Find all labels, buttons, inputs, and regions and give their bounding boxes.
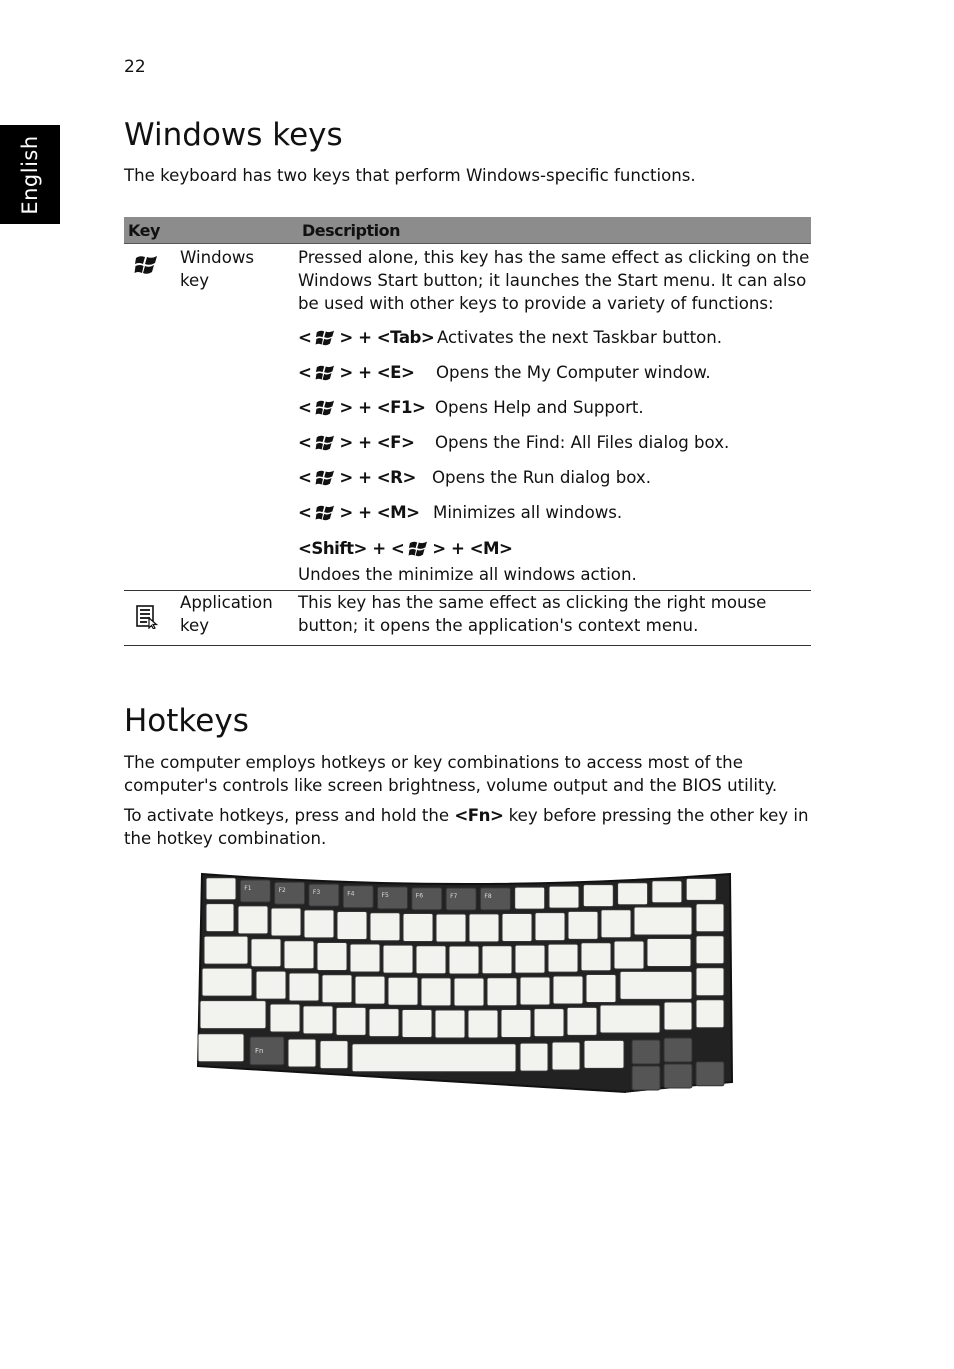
function-key-label: F6 (415, 892, 424, 900)
keyboard-key (696, 968, 724, 996)
keyboard-key (271, 908, 301, 936)
function-key-label: F7 (450, 892, 458, 900)
keyboard-key (206, 878, 236, 900)
function-key-label: F1 (244, 885, 252, 893)
table-row-application-key (124, 591, 811, 646)
keyboard-key (696, 936, 724, 964)
keyboard-key (322, 975, 352, 1003)
keyboard-key (620, 971, 692, 999)
windows-logo-icon (315, 364, 335, 382)
application-key-name-line2: key (180, 616, 210, 635)
keyboard-key (370, 913, 400, 941)
keyboard-key (256, 971, 286, 999)
language-side-tab (0, 125, 60, 224)
application-key-name-line1: Application (180, 593, 273, 612)
side-tab-label: English (18, 134, 42, 215)
keyboard-key (304, 910, 334, 938)
keyboard-key (388, 977, 418, 1005)
keyboard-key (515, 887, 545, 909)
application-menu-icon (136, 605, 158, 635)
space-bar (352, 1044, 516, 1072)
fn-key-label: <Fn> (454, 806, 504, 825)
keyboard-key (403, 914, 433, 942)
keyboard-key (614, 941, 644, 969)
keyboard-key (449, 946, 479, 974)
keyboard-key (200, 1001, 266, 1029)
keyboard-key (553, 976, 583, 1004)
keyboard-key (568, 911, 598, 939)
keyboard-key (416, 946, 446, 974)
windows-logo-icon (315, 399, 335, 417)
keyboard-key (482, 946, 512, 974)
keyboard-key (515, 945, 545, 973)
arrow-key (632, 1040, 660, 1064)
keyboard-key (454, 978, 484, 1006)
keyboard-key (647, 939, 691, 967)
combo-row: < > + <E> Opens the My Computer window. (298, 363, 711, 382)
keyboard-key (350, 944, 380, 972)
function-key-label: F3 (312, 889, 321, 897)
windows-keys-table (124, 217, 811, 646)
keyboard-key (337, 911, 367, 939)
keyboard-key (198, 1034, 244, 1062)
fn-key-text: Fn (255, 1046, 264, 1055)
table-header-description: Description (298, 217, 811, 244)
keyboard-key (696, 904, 724, 932)
table-header-key: Key (124, 217, 298, 244)
windows-logo-icon (315, 329, 335, 347)
keyboard-key (652, 881, 682, 903)
windows-keys-intro: The keyboard has two keys that perform Windows-specific functions. (124, 166, 696, 185)
keyboard-key (355, 976, 385, 1004)
combo-row: < > + <M> Minimizes all windows. (298, 503, 623, 522)
arrow-key (632, 1066, 660, 1090)
application-key-description: This key has the same effect as clicking the right mouse button; it opens the application's context menu. (298, 593, 767, 635)
windows-keys-heading: Windows keys (124, 117, 343, 153)
keyboard-key (586, 974, 616, 1002)
keyboard-key (696, 1000, 724, 1028)
combo-row: < > + <R> Opens the Run dialog box. (298, 468, 651, 487)
windows-key-description: Pressed alone, this key has the same effect as clicking on the Windows Start button; it launches the Start menu. It can also be used with other keys to provide a variety of functions: (298, 248, 810, 313)
keyboard-key (534, 1009, 564, 1037)
keyboard-key (548, 944, 578, 972)
keyboard-key (206, 904, 234, 932)
page-number: 22 (124, 57, 146, 77)
hotkeys-heading: Hotkeys (124, 703, 249, 739)
keyboard-key (288, 1039, 316, 1067)
combo-row: < > + <Tab> Activates the next Taskbar button. (298, 328, 723, 347)
windows-key-name-line2: key (180, 271, 210, 290)
keyboard-key (383, 945, 413, 973)
keyboard-key (270, 1004, 300, 1032)
function-key-label: F2 (278, 887, 286, 895)
keyboard-key (289, 973, 319, 1001)
keyboard-key (501, 1009, 531, 1037)
keyboard-key (436, 914, 466, 942)
windows-logo-icon (315, 434, 335, 452)
windows-logo-icon (315, 504, 335, 522)
keyboard-key (336, 1007, 366, 1035)
combo-row: < > + <F> Opens the Find: All Files dialog box. (298, 433, 730, 452)
keyboard-key (303, 1006, 333, 1034)
shift-combo: <Shift> + < > + <M> (298, 539, 513, 558)
keyboard-key (600, 1005, 660, 1033)
keyboard-key (502, 913, 532, 941)
windows-logo-icon (315, 469, 335, 487)
keyboard-key (520, 1043, 548, 1071)
keyboard-key (369, 1009, 399, 1037)
keyboard-key (204, 936, 248, 964)
arrow-key (664, 1038, 692, 1062)
combo-row: < > + <F1> Opens Help and Support. (298, 398, 644, 417)
hotkeys-para1: The computer employs hotkeys or key combinations to access most of the computer's controls like screen brightness, volume output and the BIOS utility. (124, 753, 778, 795)
keyboard-key (284, 941, 314, 969)
shift-combo-description: Undoes the minimize all windows action. (298, 565, 637, 584)
windows-logo-icon (134, 254, 158, 282)
keyboard-key (468, 1010, 498, 1038)
keyboard-key (634, 907, 692, 935)
keyboard-key (435, 1010, 465, 1038)
keyboard-key (202, 968, 252, 996)
keyboard-key (320, 1041, 348, 1069)
keyboard-key (317, 943, 347, 971)
keyboard-key (686, 878, 716, 900)
keyboard-key (251, 939, 281, 967)
keyboard-key (549, 886, 579, 908)
hotkeys-para2: To activate hotkeys, press and hold the <Fn> key before pressing the other key in the hotkey combination. (124, 806, 809, 848)
keyboard-key (402, 1010, 432, 1038)
function-key-label: F8 (484, 892, 492, 900)
keyboard-illustration (196, 868, 736, 1100)
windows-logo-icon (408, 540, 428, 558)
keyboard-key (567, 1007, 597, 1035)
keyboard-key (601, 910, 631, 938)
table-row-windows-key (124, 244, 811, 591)
keyboard-key (469, 914, 499, 942)
keyboard-key (664, 1002, 692, 1030)
keyboard-key (618, 883, 648, 905)
keyboard-key (421, 978, 451, 1006)
keyboard-key (487, 978, 517, 1006)
keyboard-key (535, 913, 565, 941)
keyboard-key (238, 906, 268, 934)
windows-key-name-line1: Windows (180, 248, 255, 267)
keyboard-key (552, 1042, 580, 1070)
keyboard-key (584, 1040, 624, 1068)
keyboard-key (581, 943, 611, 971)
function-key-label: F4 (347, 890, 355, 898)
keyboard-key (583, 885, 613, 907)
arrow-key (664, 1064, 692, 1088)
function-key-label: F5 (381, 891, 389, 899)
arrow-key (696, 1062, 724, 1086)
keyboard-key (520, 977, 550, 1005)
